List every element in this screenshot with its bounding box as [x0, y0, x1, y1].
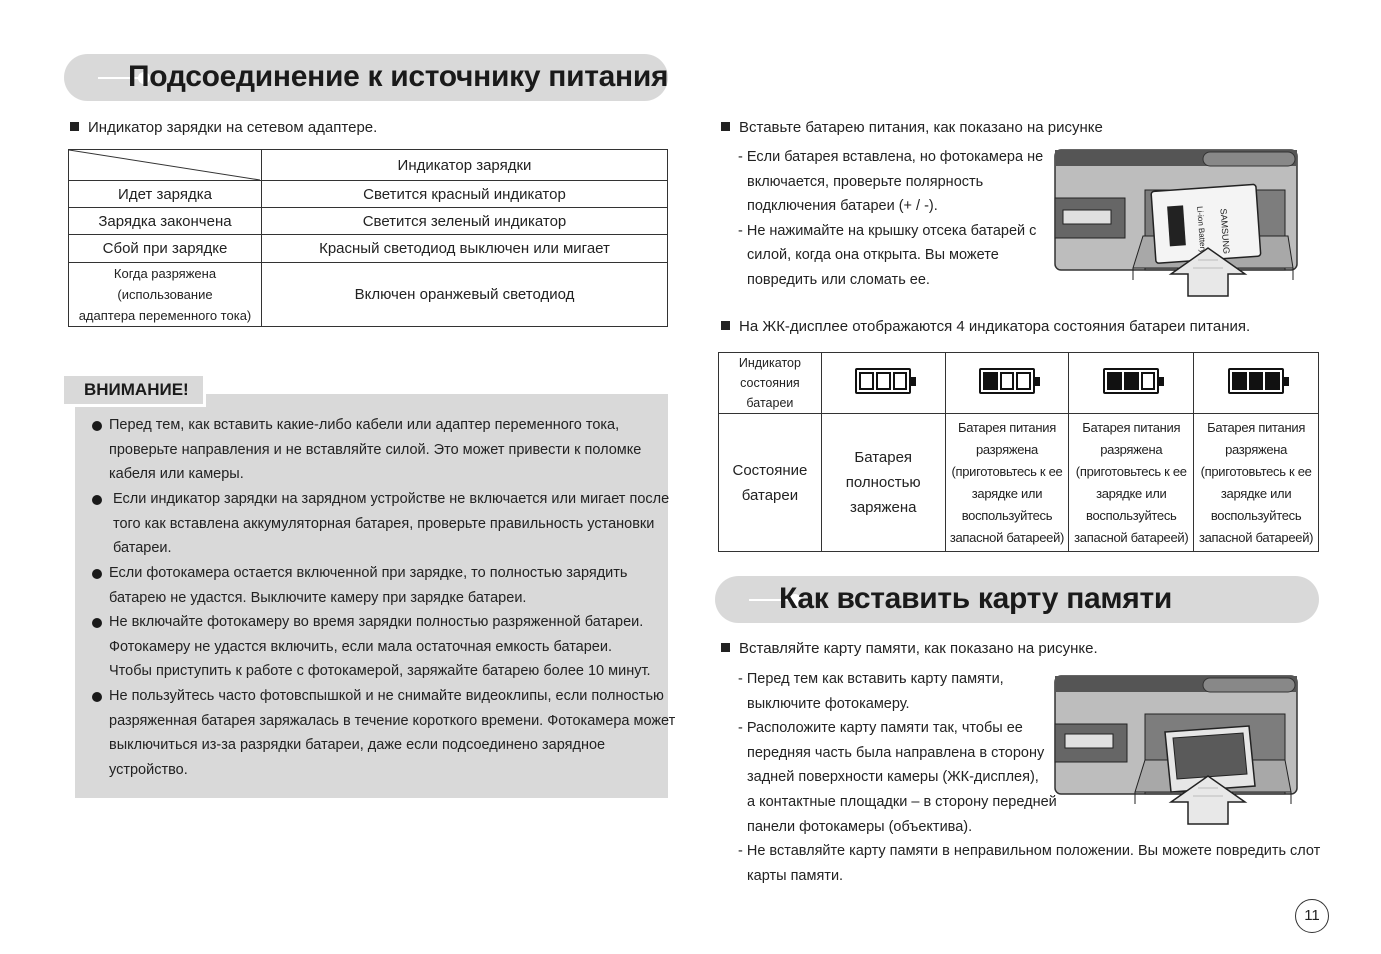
- power-section-header: [64, 54, 668, 101]
- charge-state-cell: Зарядка закончена: [69, 208, 262, 235]
- battery-brand-label: SAMSUNG: [1218, 208, 1232, 255]
- warning-item: Перед тем, как вставить какие-либо кабели или адаптер переменного тока, проверьте направления и не вставляйте силой. Это может привести к поломке кабеля или камеры.: [92, 413, 662, 487]
- battery-state-cell: Батарея питания разряжена (приготовьтесь к ее зарядке или воспользуйтесь запасной батареей): [1069, 414, 1194, 552]
- memory-card-insertion-illustration: [1053, 674, 1299, 826]
- memory-card-section-title: Как вставить карту памяти: [779, 582, 1173, 615]
- square-bullet-icon: [70, 122, 79, 131]
- charge-indicator-intro: Индикатор зарядки на сетевом адаптере.: [70, 119, 377, 136]
- charge-indicator-cell: Светится зеленый индикатор: [261, 208, 667, 235]
- square-bullet-icon: [721, 643, 730, 652]
- table-diagonal-cell: [69, 150, 262, 181]
- round-bullet-icon: [92, 421, 102, 431]
- indicator-row-label: Индикатор состояния батареи: [719, 353, 822, 414]
- charge-indicator-cell: Красный светодиод выключен или мигает: [261, 235, 667, 263]
- round-bullet-icon: [92, 618, 102, 628]
- state-row-label: Состояние батареи: [719, 414, 822, 552]
- charge-state-cell: Идет зарядка: [69, 181, 262, 208]
- battery-one-third-icon: [1103, 368, 1159, 394]
- page-number: 11: [1295, 899, 1329, 933]
- round-bullet-icon: [92, 569, 102, 579]
- power-section-title: Подсоединение к источнику питания: [128, 60, 669, 93]
- warning-item: Не пользуйтесь часто фотовспышкой и не снимайте видеоклипы, если полностью разряженная батарея заряжалась в течение короткого времени. Фотокамера может выключиться из-за разрядки батареи, даже если подсоединено зарядное устройство.: [92, 684, 662, 782]
- insert-battery-intro: Вставьте батарею питания, как показано на рисунке: [721, 119, 1103, 136]
- battery-empty-icon: [1228, 368, 1284, 394]
- battery-two-thirds-cell: [945, 353, 1069, 414]
- charge-indicator-cell: Включен оранжевый светодиод: [261, 263, 667, 327]
- square-bullet-icon: [721, 321, 730, 330]
- battery-empty-cell: [1194, 353, 1319, 414]
- battery-state-cell: Батарея питания разряжена (приготовьтесь к ее зарядке или воспользуйтесь запасной батареей): [1194, 414, 1319, 552]
- memory-card-section-header: [715, 576, 1319, 623]
- charge-state-cell: Сбой при зарядке: [69, 235, 262, 263]
- warning-item: Если индикатор зарядки на зарядном устройстве не включается или мигает после того как вставлена аккумуляторная батарея, проверьте правильность установки батареи.: [92, 487, 662, 561]
- charge-indicator-table: [68, 149, 668, 327]
- diagonal-line: [69, 150, 260, 180]
- charge-indicator-cell: Светится красный индикатор: [261, 181, 667, 208]
- round-bullet-icon: [92, 495, 102, 505]
- warning-item: Не включайте фотокамеру во время зарядки полностью разряженной батареи. Фотокамеру не удастся включить, если мала остаточная емкость батареи. Чтобы приступить к работе с фотокамерой, заряжайте батарею более 10 минут.: [92, 610, 662, 684]
- warning-title: ВНИМАНИЕ!: [84, 380, 189, 399]
- battery-full-cell: [821, 353, 945, 414]
- charge-table-header: Индикатор зарядки: [261, 150, 667, 181]
- battery-state-cell: Батарея полностью заряжена: [821, 414, 945, 552]
- battery-one-third-cell: [1069, 353, 1194, 414]
- battery-two-thirds-icon: [979, 368, 1035, 394]
- battery-type-label: Li-ion Battery: [1195, 205, 1208, 254]
- warning-item: Если фотокамера остается включенной при зарядке, то полностью зарядить батарею не удастся. Выключите камеру при зарядке батареи.: [92, 561, 662, 610]
- memory-card-intro: Вставляйте карту памяти, как показано на рисунке.: [721, 640, 1098, 657]
- battery-state-cell: Батарея питания разряжена (приготовьтесь к ее зарядке или воспользуйтесь запасной батареей): [945, 414, 1069, 552]
- battery-indicator-intro: На ЖК-дисплее отображаются 4 индикатора состояния батареи питания.: [721, 318, 1250, 335]
- charge-state-cell: Когда разряжена (использование адаптера переменного тока): [69, 263, 262, 327]
- round-bullet-icon: [92, 692, 102, 702]
- battery-full-icon: [855, 368, 911, 394]
- insert-battery-notes: - Если батарея вставлена, но фотокамера не включается, проверьте полярность подключения батареи (+ / -). - Не нажимайте на крышку отсека батарей с силой, когда она открыта. Вы можете повредить или сломать ее.: [738, 149, 1044, 288]
- square-bullet-icon: [721, 122, 730, 131]
- battery-insertion-illustration: [1053, 148, 1299, 298]
- battery-indicator-table: [718, 352, 1319, 552]
- memory-card-notes: - Перед тем как вставить карту памяти, выключите фотокамеру. - Расположите карту памяти так, чтобы ее передняя часть была направлена в сторону задней поверхности камеры (ЖК-дисплея), а контактные площадки – в сторону передней панели фотокамеры (объектива). - Не вставляйте карту памяти в неправильном положении. Вы можете повредить слот карты памяти.: [738, 671, 1321, 884]
